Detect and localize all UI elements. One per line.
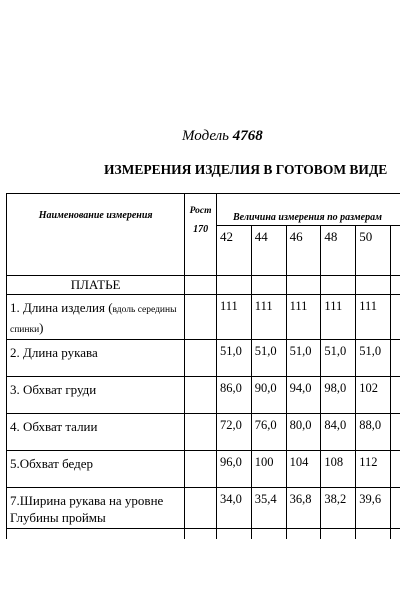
empty-cell: [185, 414, 217, 451]
value-cell: 90,0: [251, 377, 286, 414]
height-column-header: [185, 194, 217, 276]
name-column-header: Наименование измерения: [7, 194, 185, 276]
section-row: [7, 276, 400, 295]
row-name-text: 1. Длина изделия (: [10, 300, 113, 315]
value-cell: 111: [286, 295, 321, 340]
empty-cell: [185, 451, 217, 488]
row-name: 3. Обхват груди: [7, 377, 185, 414]
empty-cell: [185, 295, 217, 340]
value-cell: 35,4: [251, 488, 286, 529]
value-cell: 98,0: [321, 377, 356, 414]
value-cell: 86,0: [216, 377, 251, 414]
row-name: 7.Ширина рукава на уровне Глубины проймы: [7, 488, 185, 529]
empty-cell: [391, 529, 400, 540]
empty-cell: [391, 377, 400, 414]
empty-cell: [391, 276, 400, 295]
value-cell: 84,0: [321, 414, 356, 451]
size-header: 44: [251, 226, 286, 276]
empty-cell: [391, 488, 400, 529]
value-cell: 96,0: [216, 451, 251, 488]
value-cell: 80,0: [286, 414, 321, 451]
value-cell: 88,0: [356, 414, 391, 451]
value-cell: 108: [321, 451, 356, 488]
empty-cell: [7, 529, 185, 540]
height-value: 170: [193, 224, 209, 235]
table-row: [7, 488, 400, 529]
empty-cell: [251, 276, 286, 295]
empty-cell: [356, 529, 391, 540]
empty-cell: [185, 377, 217, 414]
value-cell: 72,0: [216, 414, 251, 451]
empty-cell: [251, 529, 286, 540]
table-row: [7, 451, 400, 488]
value-cell: 34,0: [216, 488, 251, 529]
empty-cell: [216, 529, 251, 540]
value-cell: 51,0: [286, 340, 321, 377]
row-name-tail: ): [39, 320, 44, 335]
value-cell: 111: [356, 295, 391, 340]
table-header-row: [7, 194, 400, 226]
value-cell: 39,6: [356, 488, 391, 529]
table-row: [7, 295, 400, 340]
row-name-note: вдоль середины спинки: [10, 305, 177, 335]
empty-cell: [391, 340, 400, 377]
empty-cell: [185, 276, 217, 295]
value-cell: 100: [251, 451, 286, 488]
row-name: 2. Длина рукава: [7, 340, 185, 377]
row-name: 5.Обхват бедер: [7, 451, 185, 488]
value-cell: 38,2: [321, 488, 356, 529]
table-row: [7, 340, 400, 377]
empty-cell: [185, 340, 217, 377]
table-row-partial: [7, 529, 400, 540]
page-title: ИЗМЕРЕНИЯ ИЗДЕЛИЯ В ГОТОВОМ ВИДЕ: [104, 162, 388, 177]
value-cell: 51,0: [321, 340, 356, 377]
empty-cell: [216, 276, 251, 295]
value-cell: 51,0: [356, 340, 391, 377]
model-label-text: Модель: [182, 128, 230, 144]
empty-cell: [391, 451, 400, 488]
value-cell: 111: [321, 295, 356, 340]
value-cell: 76,0: [251, 414, 286, 451]
row-name: 4. Обхват талии: [7, 414, 185, 451]
value-cell: 36,8: [286, 488, 321, 529]
measurements-table-wrap: [6, 193, 400, 539]
empty-cell: [391, 295, 400, 340]
model-label: [182, 128, 263, 145]
value-cell: 51,0: [251, 340, 286, 377]
row-name: [7, 295, 185, 340]
size-group-header: Величина измерения по размерам: [216, 194, 400, 226]
model-number: 4768: [232, 128, 263, 144]
size-header: 42: [216, 226, 251, 276]
empty-cell: [286, 276, 321, 295]
empty-cell: [391, 414, 400, 451]
empty-cell: [321, 276, 356, 295]
size-header: 48: [321, 226, 356, 276]
size-header-extra: [391, 226, 400, 276]
empty-cell: [356, 276, 391, 295]
size-header: 46: [286, 226, 321, 276]
size-header: 50: [356, 226, 391, 276]
empty-cell: [321, 529, 356, 540]
measurements-table: [6, 193, 400, 539]
value-cell: 51,0: [216, 340, 251, 377]
value-cell: 102: [356, 377, 391, 414]
section-title: ПЛАТЬЕ: [7, 276, 185, 295]
empty-cell: [286, 529, 321, 540]
value-cell: 112: [356, 451, 391, 488]
value-cell: 94,0: [286, 377, 321, 414]
value-cell: 104: [286, 451, 321, 488]
table-row: [7, 414, 400, 451]
value-cell: 111: [251, 295, 286, 340]
height-label: Рост: [189, 206, 212, 216]
empty-cell: [185, 488, 217, 529]
table-row: [7, 377, 400, 414]
value-cell: 111: [216, 295, 251, 340]
empty-cell: [185, 529, 217, 540]
